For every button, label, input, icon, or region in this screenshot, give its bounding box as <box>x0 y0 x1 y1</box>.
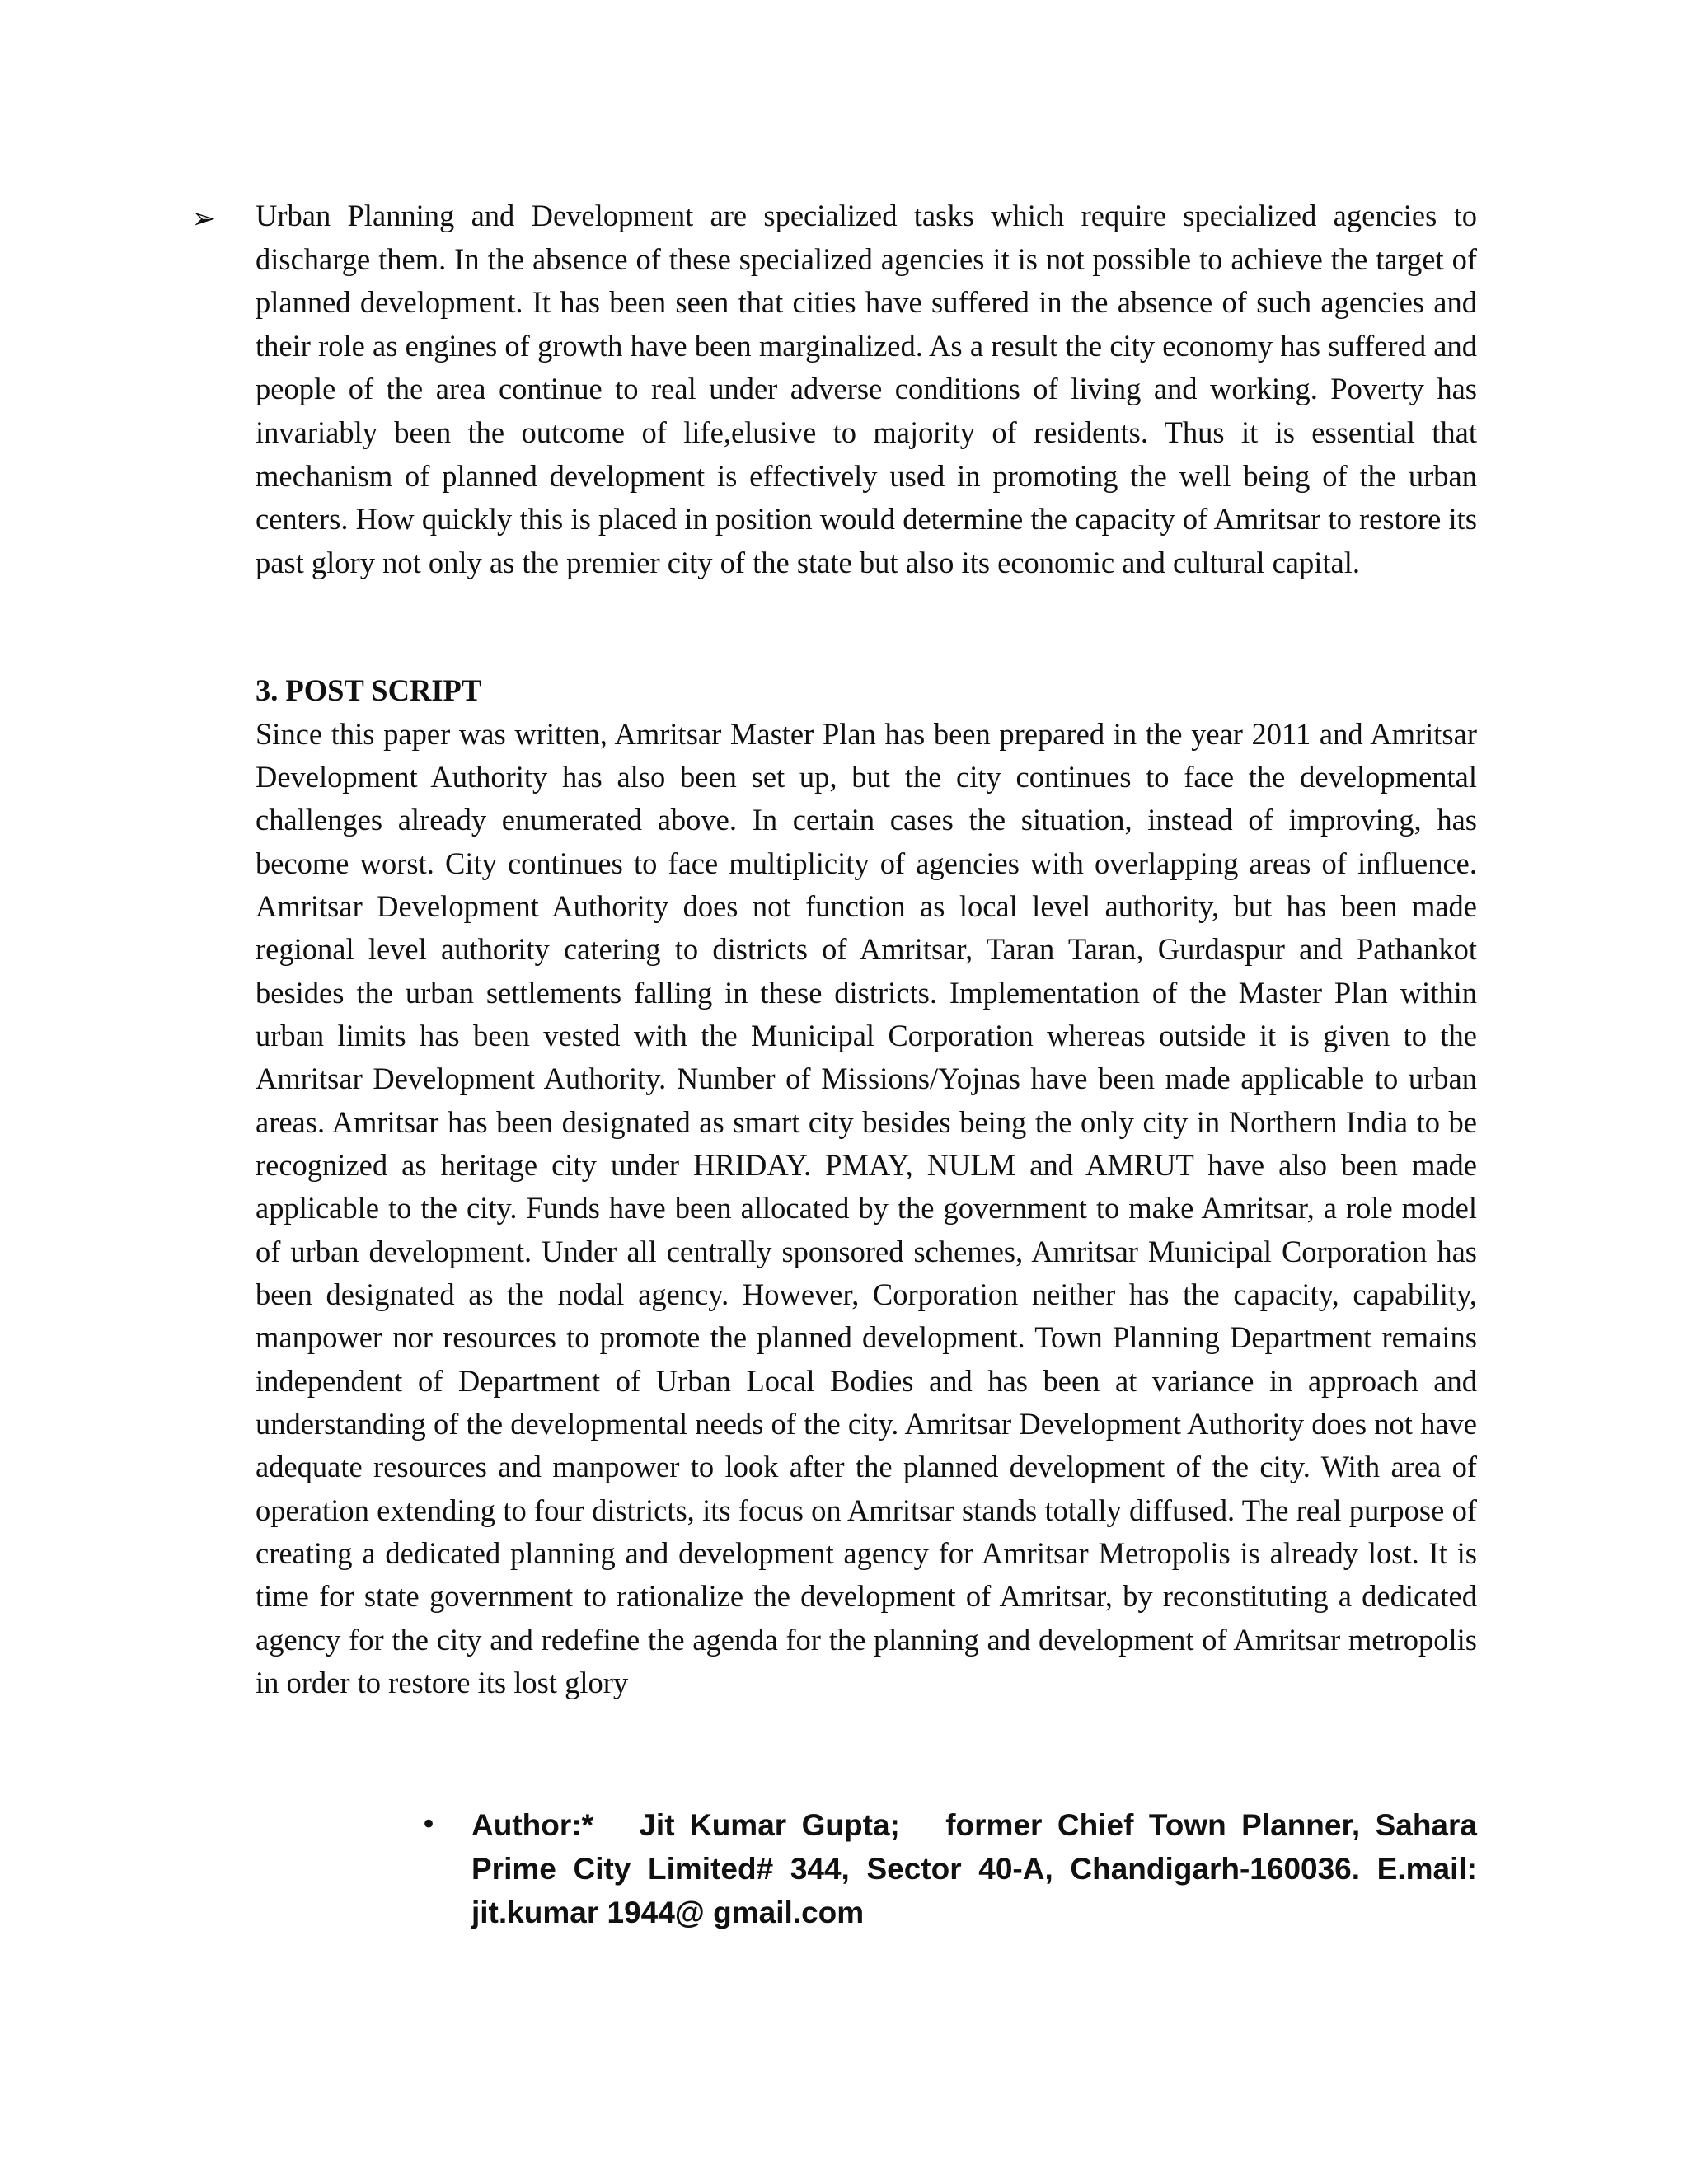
section-body-text: Since this paper was written, Amritsar Master Plan has been prepared in the year 2011 and Amritsar Development Authority has also been set up, but the city continues to face the developmental challenges already enumerated above. In certain cases the situation, instead of improving, has become worst. City continues to face multiplicity of agencies with overlapping areas of influence. Amritsar Development Authority does not function as local level authority, but has been made regional level authority catering to districts of Amritsar, Taran Taran, Gurdaspur and Pathankot besides the urban settlements falling in these districts. Implementation of the Master Plan within urban limits has been vested with the Municipal Corporation whereas outside it is given to the Amritsar Development Authority. Number of Missions/Yojnas have been made applicable to urban areas. Amritsar has been designated as smart city besides being the only city in Northern India to be recognized as heritage city under HRIDAY. PMAY, NULM and AMRUT have also been made applicable to the city. Funds have been allocated by the government to make Amritsar, a role model of urban development. Under all centrally sponsored schemes, Amritsar Municipal Corporation has been designated as the nodal agency. However, Corporation neither has the capacity, capability, manpower nor resources to promote the planned development. Town Planning Department remains independent of Department of Urban Local Bodies and has been at variance in approach and understanding of the developmental needs of the city. Amritsar Development Authority does not have adequate resources and manpower to look after the planned development of the city. With area of operation extending to four districts, its focus on Amritsar stands totally diffused. The real purpose of creating a dedicated planning and development agency for Amritsar Metropolis is already lost. It is time for state government to rationalize the development of Amritsar, by reconstituting a dedicated agency for the city and redefine the agenda for the planning and development of Amritsar metropolis in order to restore its lost glory <box>256 716 1477 1700</box>
section-title: POST SCRIPT <box>285 673 482 707</box>
section-separator: . <box>270 673 286 707</box>
bullet-paragraph-text: Urban Planning and Development are specialized tasks which require specialized agencies to discharge them. In the absence of these specialized agencies it is not possible to achieve the target of planned development. It has been seen that cities have suffered in the absence of such agencies and their role as engines of growth have been marginalized. As a result the city economy has suffered and people of the area continue to real under adverse conditions of living and working. Poverty has invariably been the outcome of life,elusive to majority of residents. Thus it is essential that mechanism of planned development is effectively used in promoting the well being of the urban centers. How quickly this is placed in position would determine the capacity of Amritsar to restore its past glory not only as the premier city of the state but also its economic and cultural capital. <box>256 199 1477 579</box>
bullet-dot-icon: • <box>420 1808 438 1841</box>
author-credit <box>420 1803 1486 1934</box>
post-script-section <box>256 669 1477 1705</box>
section-number: 3 <box>256 673 271 707</box>
arrow-bullet-icon: ➢ <box>191 202 217 236</box>
author-credit-text: Author:* Jit Kumar Gupta; former Chief Town Planner, Sahara Prime City Limited# 344, Sector 40-A, Chandigarh-160036. E.mail: jit.kumar 1944@ gmail.com <box>471 1808 1486 1929</box>
section-heading <box>256 669 1477 713</box>
bullet-paragraph <box>191 194 1477 584</box>
